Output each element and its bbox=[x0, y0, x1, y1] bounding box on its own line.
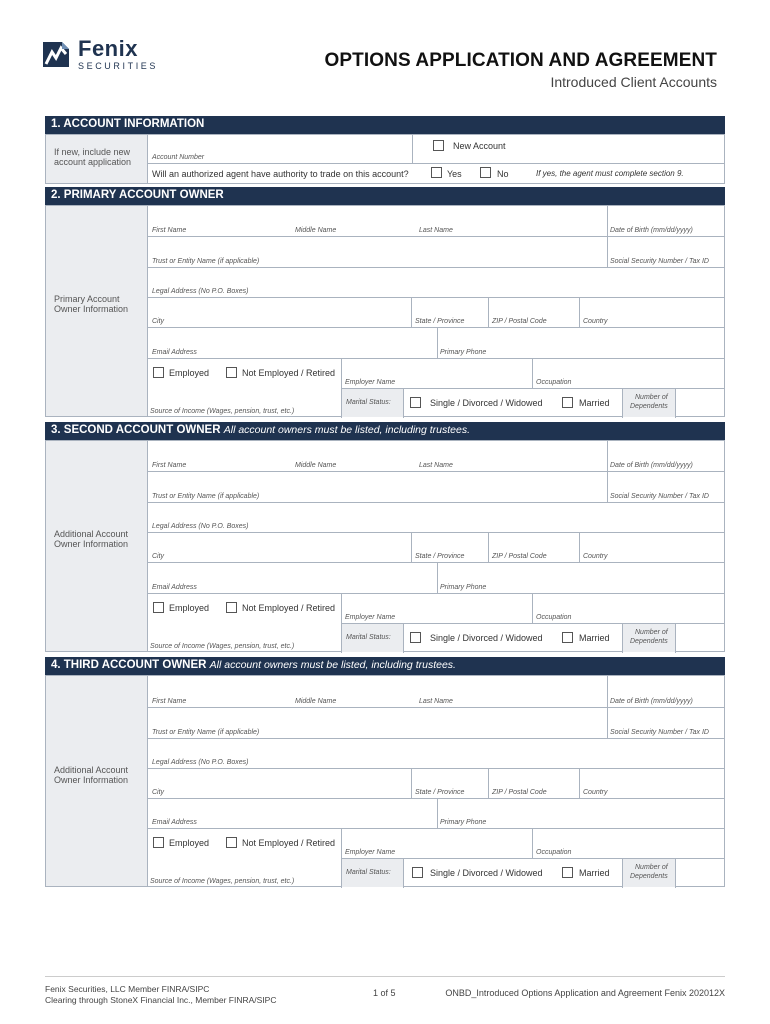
section-3-title: 3. SECOND ACCOUNT OWNER bbox=[51, 424, 221, 436]
first-name-label: First Name bbox=[152, 462, 187, 469]
side-label-line-2: Owner Information bbox=[54, 304, 129, 314]
first-name-label: First Name bbox=[152, 227, 187, 234]
email-label: Email Address bbox=[152, 819, 197, 826]
address-label: Legal Address (No P.O. Boxes) bbox=[152, 759, 249, 766]
not-employed-label: Not Employed / Retired bbox=[242, 368, 336, 378]
dependents-label-2: Dependents bbox=[630, 873, 668, 880]
address-label: Legal Address (No P.O. Boxes) bbox=[152, 523, 249, 530]
email-label: Email Address bbox=[152, 349, 197, 356]
not-employed-checkbox[interactable] bbox=[226, 837, 237, 848]
occupation-label: Occupation bbox=[536, 379, 572, 386]
trust-label: Trust or Entity Name (if applicable) bbox=[152, 258, 260, 265]
dependents-label-1: Number of bbox=[635, 394, 668, 401]
section-3-note: All account owners must be listed, including trustees. bbox=[223, 424, 471, 436]
middle-name-label: Middle Name bbox=[295, 698, 337, 705]
marital-label: Marital Status: bbox=[346, 399, 391, 406]
document-id: ONBD_Introduced Options Application and Agreement Fenix 202012X bbox=[445, 988, 725, 998]
side-label-line-1: If new, include new bbox=[54, 147, 131, 157]
side-label-line-2: account application bbox=[54, 157, 132, 167]
section-3-side bbox=[46, 441, 148, 651]
middle-name-label: Middle Name bbox=[295, 227, 337, 234]
document-title: OPTIONS APPLICATION AND AGREEMENT bbox=[324, 50, 717, 71]
single-label: Single / Divorced / Widowed bbox=[430, 633, 543, 643]
side-label-line-1: Primary Account bbox=[54, 294, 120, 304]
section-1-header bbox=[45, 116, 725, 134]
phone-label: Primary Phone bbox=[440, 819, 487, 826]
income-label: Source of Income (Wages, pension, trust, etc.) bbox=[150, 878, 295, 885]
country-label: Country bbox=[583, 789, 608, 796]
footer-divider bbox=[45, 976, 725, 977]
side-label-line-1: Additional Account bbox=[54, 765, 129, 775]
section-1-body bbox=[45, 134, 725, 184]
employer-label: Employer Name bbox=[345, 614, 396, 621]
city-label: City bbox=[152, 318, 165, 325]
logo-name: Fenix bbox=[78, 36, 138, 61]
occupation-label: Occupation bbox=[536, 849, 572, 856]
agent-yes-checkbox[interactable] bbox=[431, 167, 442, 178]
first-name-label: First Name bbox=[152, 698, 187, 705]
section-4-title: 4. THIRD ACCOUNT OWNER bbox=[51, 659, 207, 671]
employed-label: Employed bbox=[169, 368, 210, 378]
state-label: State / Province bbox=[415, 789, 465, 796]
dependents-label-1: Number of bbox=[635, 864, 668, 871]
document-subtitle: Introduced Client Accounts bbox=[550, 74, 717, 90]
single-label: Single / Divorced / Widowed bbox=[430, 398, 543, 408]
marital-label: Marital Status: bbox=[346, 869, 391, 876]
agent-no-label: No bbox=[497, 169, 509, 179]
section-4-header bbox=[45, 657, 725, 675]
not-employed-label: Not Employed / Retired bbox=[242, 603, 336, 613]
dob-label: Date of Birth (mm/dd/yyyy) bbox=[610, 227, 693, 234]
email-label: Email Address bbox=[152, 584, 197, 591]
footer-line-1: Fenix Securities, LLC Member FINRA/SIPC bbox=[45, 984, 210, 994]
country-label: Country bbox=[583, 553, 608, 560]
married-label: Married bbox=[579, 868, 610, 878]
employed-label: Employed bbox=[169, 603, 210, 613]
single-checkbox[interactable] bbox=[410, 397, 421, 408]
address-label: Legal Address (No P.O. Boxes) bbox=[152, 288, 249, 295]
section-2-header bbox=[45, 187, 725, 205]
section-1-side bbox=[46, 135, 148, 183]
section-1-title: 1. ACCOUNT INFORMATION bbox=[51, 118, 205, 130]
agent-no-checkbox[interactable] bbox=[480, 167, 491, 178]
footer-line-2: Clearing through StoneX Financial Inc., Member FINRA/SIPC bbox=[45, 995, 277, 1005]
new-account-checkbox[interactable] bbox=[433, 140, 444, 151]
dob-label: Date of Birth (mm/dd/yyyy) bbox=[610, 698, 693, 705]
dependents-label-2: Dependents bbox=[630, 403, 668, 410]
agent-yes-label: Yes bbox=[447, 169, 462, 179]
married-label: Married bbox=[579, 398, 610, 408]
zip-label: ZIP / Postal Code bbox=[492, 318, 547, 325]
account-number-label: Account Number bbox=[152, 154, 205, 161]
section-3-body bbox=[45, 440, 725, 652]
dob-label: Date of Birth (mm/dd/yyyy) bbox=[610, 462, 693, 469]
dependents-label-2: Dependents bbox=[630, 638, 668, 645]
section-3-header bbox=[45, 422, 725, 440]
employed-checkbox[interactable] bbox=[153, 602, 164, 613]
employer-label: Employer Name bbox=[345, 379, 396, 386]
occupation-label: Occupation bbox=[536, 614, 572, 621]
marital-label: Marital Status: bbox=[346, 634, 391, 641]
employed-label: Employed bbox=[169, 838, 210, 848]
employer-label: Employer Name bbox=[345, 849, 396, 856]
phone-label: Primary Phone bbox=[440, 584, 487, 591]
zip-label: ZIP / Postal Code bbox=[492, 553, 547, 560]
trust-label: Trust or Entity Name (if applicable) bbox=[152, 493, 260, 500]
side-label-line-2: Owner Information bbox=[54, 539, 129, 549]
last-name-label: Last Name bbox=[419, 698, 453, 705]
not-employed-label: Not Employed / Retired bbox=[242, 838, 336, 848]
city-label: City bbox=[152, 553, 165, 560]
section-2-title: 2. PRIMARY ACCOUNT OWNER bbox=[51, 189, 224, 201]
not-employed-checkbox[interactable] bbox=[226, 602, 237, 613]
footer-disclosure bbox=[45, 984, 277, 1006]
new-account-label: New Account bbox=[453, 141, 506, 151]
middle-name-label: Middle Name bbox=[295, 462, 337, 469]
agent-note: If yes, the agent must complete section 9. bbox=[536, 169, 684, 178]
single-checkbox[interactable] bbox=[410, 632, 421, 643]
last-name-label: Last Name bbox=[419, 227, 453, 234]
married-checkbox[interactable] bbox=[562, 632, 573, 643]
last-name-label: Last Name bbox=[419, 462, 453, 469]
married-checkbox[interactable] bbox=[562, 867, 573, 878]
ssn-label: Social Security Number / Tax ID bbox=[610, 729, 709, 736]
page-number: 1 of 5 bbox=[373, 988, 396, 998]
city-label: City bbox=[152, 789, 165, 796]
trust-label: Trust or Entity Name (if applicable) bbox=[152, 729, 260, 736]
income-label: Source of Income (Wages, pension, trust, etc.) bbox=[150, 408, 295, 415]
employed-checkbox[interactable] bbox=[153, 837, 164, 848]
company-logo bbox=[40, 38, 160, 74]
married-label: Married bbox=[579, 633, 610, 643]
employed-checkbox[interactable] bbox=[153, 367, 164, 378]
section-2-body bbox=[45, 205, 725, 417]
section-2-side bbox=[46, 206, 148, 416]
state-label: State / Province bbox=[415, 553, 465, 560]
section-4-side bbox=[46, 676, 148, 886]
section-4-body bbox=[45, 675, 725, 887]
income-label: Source of Income (Wages, pension, trust, etc.) bbox=[150, 643, 295, 650]
fenix-logo-icon bbox=[40, 38, 72, 70]
country-label: Country bbox=[583, 318, 608, 325]
single-label: Single / Divorced / Widowed bbox=[430, 868, 543, 878]
ssn-label: Social Security Number / Tax ID bbox=[610, 258, 709, 265]
side-label-line-2: Owner Information bbox=[54, 775, 129, 785]
not-employed-checkbox[interactable] bbox=[226, 367, 237, 378]
dependents-label-1: Number of bbox=[635, 629, 668, 636]
single-checkbox[interactable] bbox=[412, 867, 423, 878]
ssn-label: Social Security Number / Tax ID bbox=[610, 493, 709, 500]
logo-subtext: SECURITIES bbox=[78, 61, 159, 71]
state-label: State / Province bbox=[415, 318, 465, 325]
zip-label: ZIP / Postal Code bbox=[492, 789, 547, 796]
married-checkbox[interactable] bbox=[562, 397, 573, 408]
agent-question: Will an authorized agent have authority to trade on this account? bbox=[152, 169, 409, 179]
section-4-note: All account owners must be listed, including trustees. bbox=[209, 659, 456, 671]
side-label-line-1: Additional Account bbox=[54, 529, 129, 539]
phone-label: Primary Phone bbox=[440, 349, 487, 356]
